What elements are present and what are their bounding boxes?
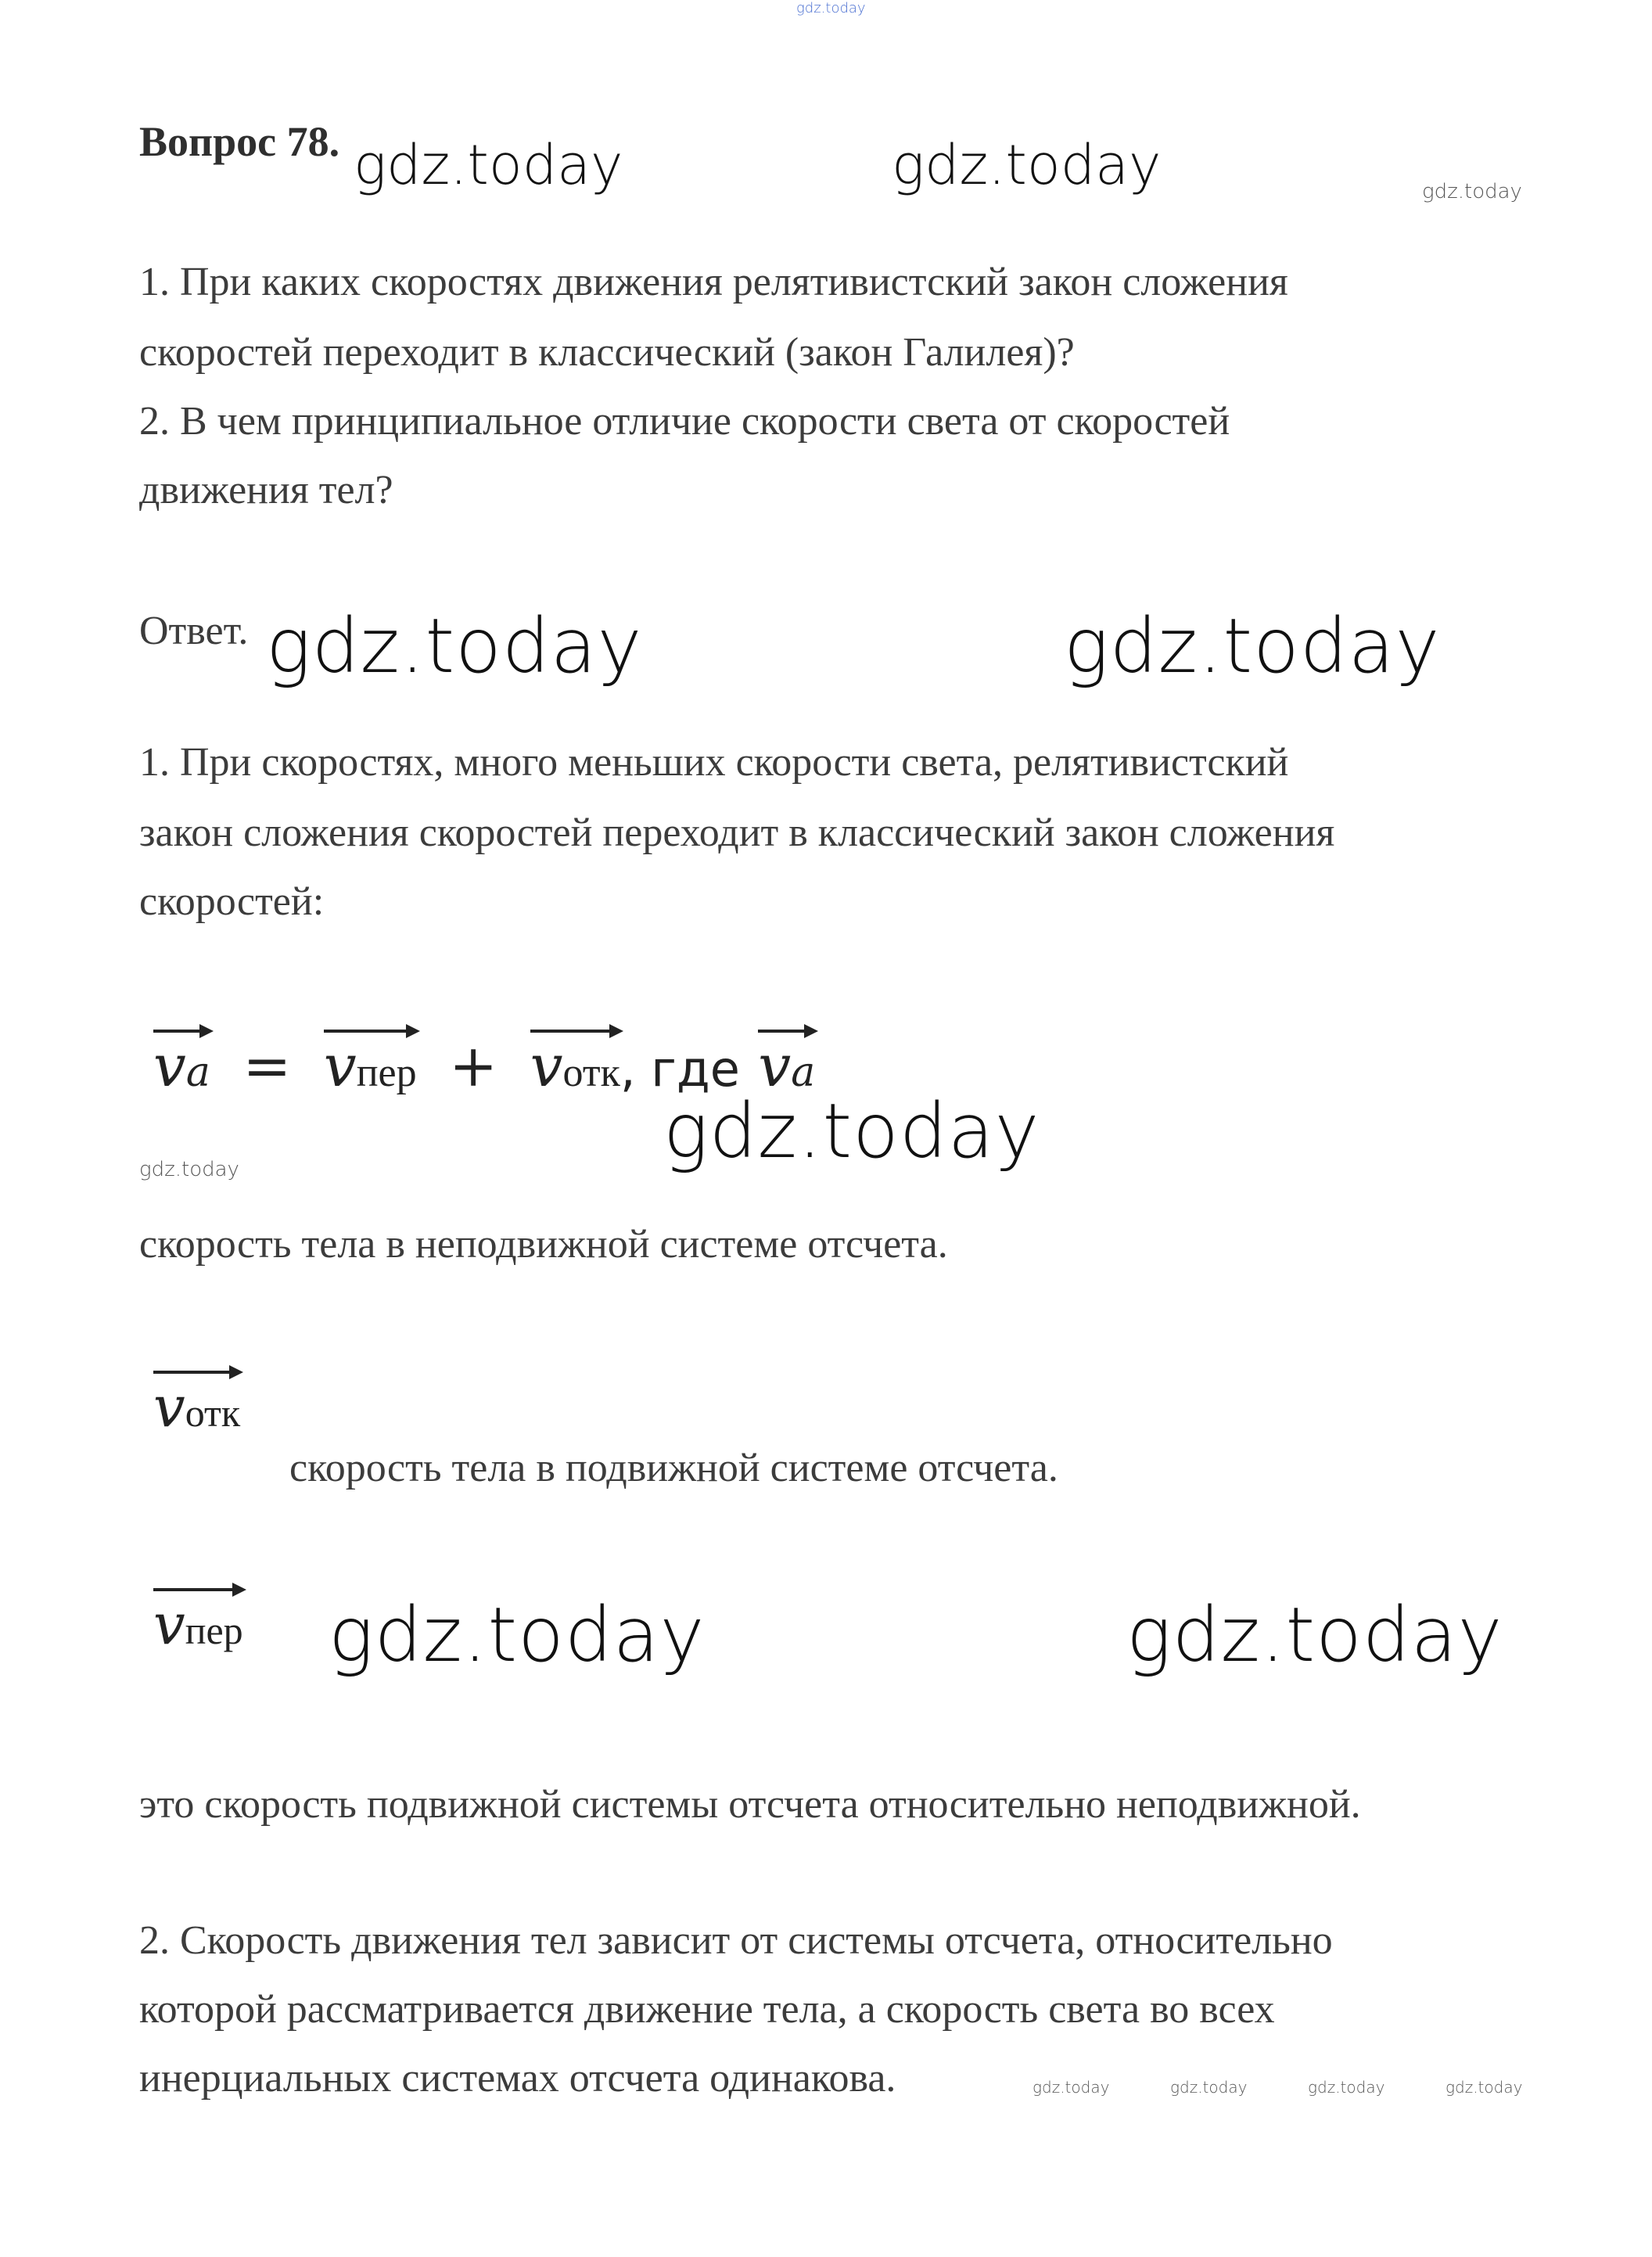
question-line: скоростей переходит в классический (закон Галилея)? [139, 330, 1075, 375]
answer-line: 2. Скорость движения тел зависит от системы отсчета, относительно [139, 1918, 1333, 1963]
question-line: движения тел? [139, 468, 393, 512]
watermark: gdz.today [1032, 2078, 1110, 2097]
question-line: 1. При каких скоростях движения релятивистский закон сложения [139, 260, 1288, 304]
watermark: gdz.today [329, 1591, 706, 1679]
watermark: gdz.today [1126, 1591, 1503, 1679]
watermark: gdz.today [1064, 602, 1441, 690]
vper-symbol: vпер [153, 1591, 243, 1657]
answer-line: инерциальных системах отсчета одинакова. [139, 2056, 896, 2101]
answer-line: которой рассматривается движение тела, а скорость света во всех [139, 1987, 1275, 2032]
answer-label: Ответ. [139, 609, 249, 653]
vector-va: va [153, 1033, 210, 1100]
va-description: скорость тела в неподвижной системе отсчета. [139, 1222, 948, 1267]
vector-va: va [758, 1033, 815, 1100]
watermark: gdz.today [892, 133, 1162, 197]
watermark: gdz.today [139, 1158, 239, 1181]
where-word: , где [620, 1040, 740, 1098]
equals-sign: = [242, 1033, 292, 1100]
votk-symbol: vотк [153, 1374, 240, 1439]
vector-votk: vотк [530, 1033, 620, 1100]
watermark: gdz.today [1170, 2078, 1248, 2097]
watermark: gdz.today [1422, 180, 1522, 203]
watermark: gdz.today [1308, 2078, 1385, 2097]
answer-line: 1. При скоростях, много меньших скорости света, релятивистский [139, 740, 1289, 785]
votk-description: скорость тела в подвижной системе отсчета. [289, 1446, 1058, 1490]
question-line: 2. В чем принципиальное отличие скорости света от скоростей [139, 399, 1230, 444]
watermark: gdz.today [1446, 2078, 1523, 2097]
question-title: Вопрос 78. [139, 118, 340, 165]
watermark: gdz.today [663, 1087, 1040, 1175]
plus-sign: + [449, 1033, 498, 1100]
vector-vper: vпер [324, 1033, 417, 1100]
watermark: gdz.today [354, 133, 623, 197]
answer-line: скоростей: [139, 879, 325, 924]
vper-description: это скорость подвижной системы отсчета относительно неподвижной. [139, 1782, 1361, 1827]
watermark-top: gdz.today [796, 0, 866, 16]
watermark: gdz.today [266, 602, 643, 690]
answer-line: закон сложения скоростей переходит в классический закон сложения [139, 810, 1335, 855]
